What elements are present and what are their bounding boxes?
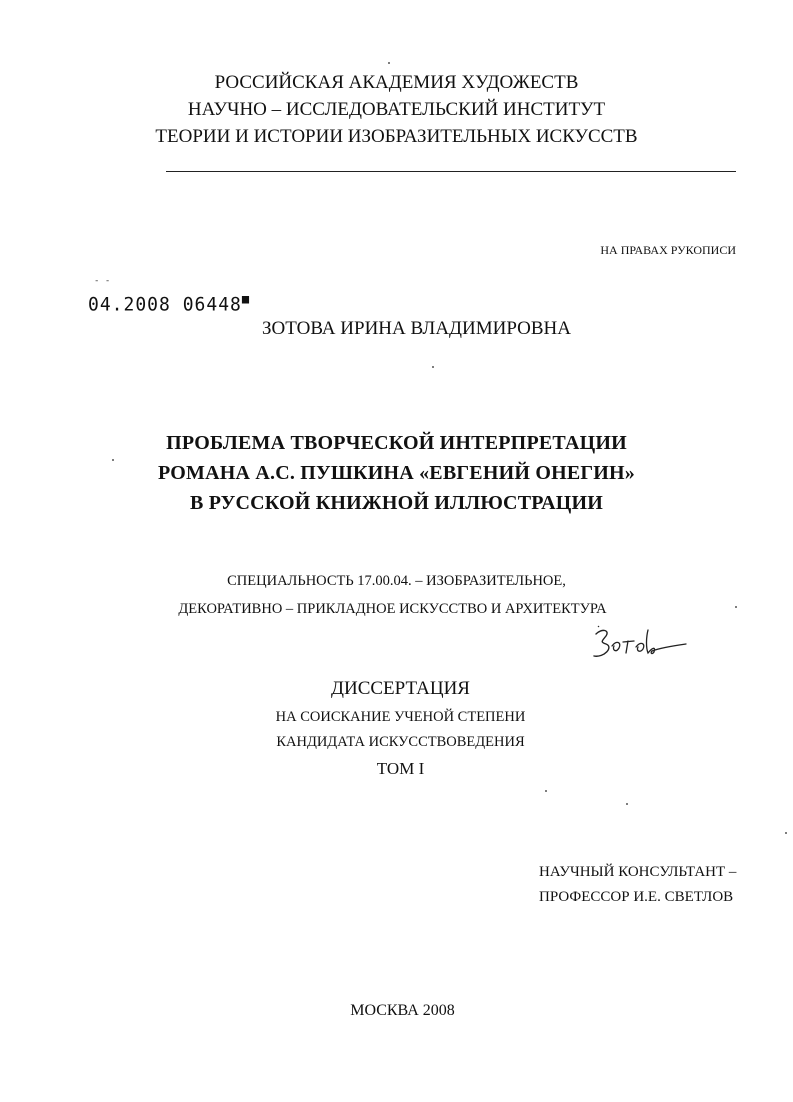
specialty-line-2: ДЕКОРАТИВНО – ПРИКЛАДНОЕ ИСКУССТВО И АРХИТЕКТУРА xyxy=(178,601,607,617)
scan-speck xyxy=(432,366,434,368)
title-line-2: РОМАНА А.С. ПУШКИНА «ЕВГЕНИЙ ОНЕГИН» xyxy=(157,462,636,484)
author-name: ЗОТОВА ИРИНА ВЛАДИМИРОВНА xyxy=(262,318,571,339)
scan-speck xyxy=(626,803,628,805)
city-year: МОСКВА 2008 xyxy=(350,1002,455,1019)
scan-speck xyxy=(785,832,787,834)
library-stamp-number xyxy=(88,291,250,315)
degree-line-1: НА СОИСКАНИЕ УЧЕНОЙ СТЕПЕНИ xyxy=(275,709,526,725)
scan-speck xyxy=(388,62,390,64)
institution-line-3: ТЕОРИИ И ИСТОРИИ ИЗОБРАЗИТЕЛЬНЫХ ИСКУССТВ xyxy=(155,126,638,147)
institution-line-2: НАУЧНО – ИССЛЕДОВАТЕЛЬСКИЙ ИНСТИТУТ xyxy=(187,99,606,120)
title-line-3: В РУССКОЙ КНИЖНОЙ ИЛЛЮСТРАЦИИ xyxy=(189,492,604,514)
stamp-marks: - - xyxy=(94,276,111,286)
institution-line-1: РОССИЙСКАЯ АКАДЕМИЯ ХУДОЖЕСТВ xyxy=(214,72,579,93)
specialty-line-1: СПЕЦИАЛЬНОСТЬ 17.00.04. – ИЗОБРАЗИТЕЛЬНОЕ, xyxy=(227,573,566,589)
scan-speck xyxy=(112,459,114,461)
degree-line-2: КАНДИДАТА ИСКУССТВОВЕДЕНИЯ xyxy=(276,734,525,750)
author-signature xyxy=(590,622,690,666)
scan-speck xyxy=(735,606,737,608)
stamp-number-text: 04.2008 06448 xyxy=(88,293,242,316)
header-rule xyxy=(166,171,736,172)
stamp-dot-icon: ■ xyxy=(241,291,251,307)
scan-speck xyxy=(545,790,547,792)
manuscript-rights: НА ПРАВАХ РУКОПИСИ xyxy=(600,243,736,257)
dissertation-heading: ДИССЕРТАЦИЯ xyxy=(331,678,470,699)
title-line-1: ПРОБЛЕМА ТВОРЧЕСКОЙ ИНТЕРПРЕТАЦИИ xyxy=(166,432,627,454)
consultant-line-2: ПРОФЕССОР И.Е. СВЕТЛОВ xyxy=(539,889,734,905)
consultant-line-1: НАУЧНЫЙ КОНСУЛЬТАНТ – xyxy=(539,864,737,880)
volume-label: ТОМ I xyxy=(376,759,425,778)
